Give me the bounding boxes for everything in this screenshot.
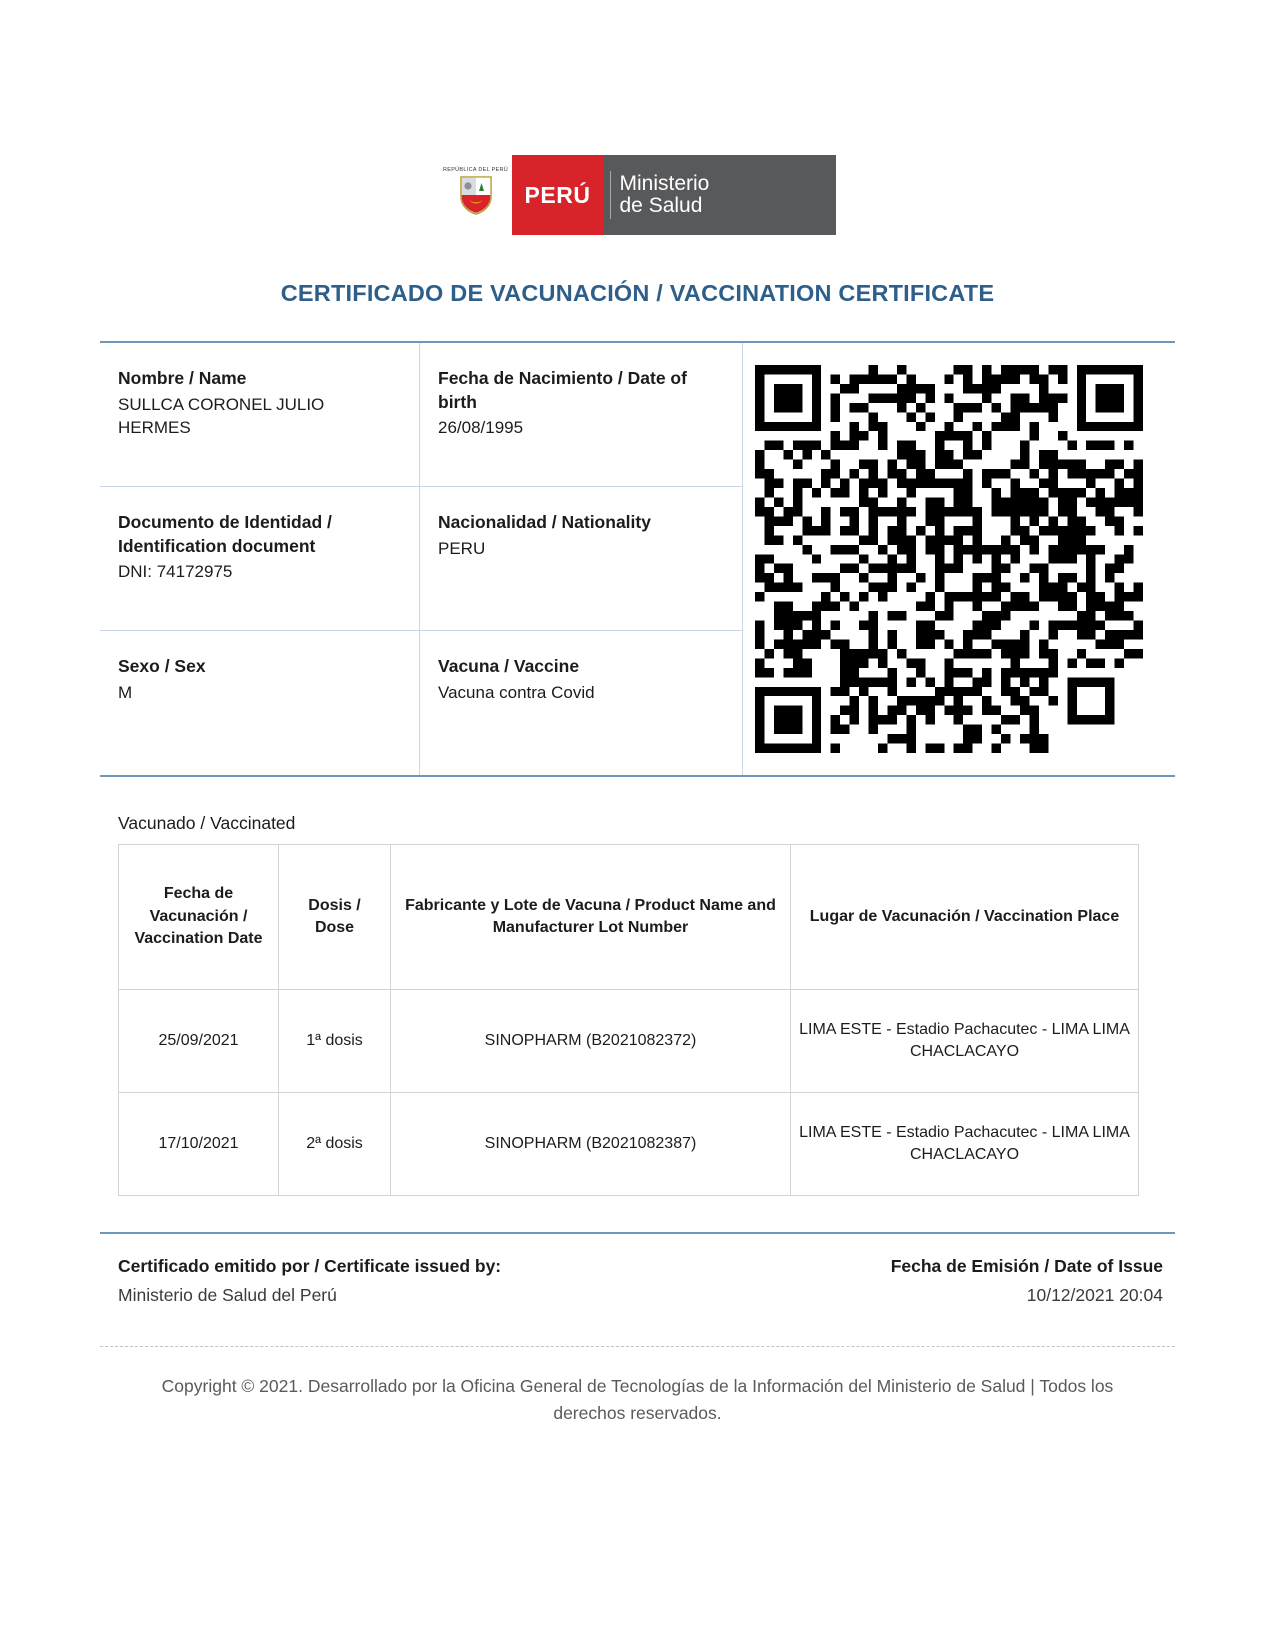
page-title: CERTIFICADO DE VACUNACIÓN / VACCINATION CERTIFICATE xyxy=(280,280,995,306)
column-header-product: Fabricante y Lote de Vacuna / Product Name and Manufacturer Lot Number xyxy=(391,845,791,990)
field-vaccine xyxy=(420,631,743,775)
field-sex xyxy=(100,631,420,775)
shield-icon xyxy=(459,175,493,215)
field-identification-label: Documento de Identidad / Identification document xyxy=(118,512,332,556)
cell-date: 25/09/2021 xyxy=(119,990,279,1093)
holder-info-grid xyxy=(100,341,1175,777)
coat-of-arms-caption: REPÚBLICA DEL PERÚ xyxy=(442,166,509,174)
field-identification-value: DNI: 74172975 xyxy=(118,562,233,582)
field-vaccine-value: Vacuna contra Covid xyxy=(438,682,595,702)
cell-date: 17/10/2021 xyxy=(119,1093,279,1196)
table-row xyxy=(119,1093,1139,1196)
field-name xyxy=(100,343,420,487)
logo-ministry-line1: Ministerio xyxy=(619,171,710,195)
logo-country-label: PERÚ xyxy=(512,155,604,235)
column-header-place: Lugar de Vacunación / Vaccination Place xyxy=(791,845,1139,990)
field-dob-label: Fecha de Nacimiento / Date of birth xyxy=(438,368,687,412)
field-identification xyxy=(100,487,420,631)
footer-divider xyxy=(100,1346,1175,1347)
field-dob-value: 26/08/1995 xyxy=(438,418,524,438)
field-name-label: Nombre / Name xyxy=(118,368,247,388)
cell-place: LIMA ESTE - Estadio Pachacutec - LIMA LIMA CHACLACAYO xyxy=(791,990,1139,1093)
footer-copyright: Copyright © 2021. Desarrollado por la Oficina General de Tecnologías de la Información del Ministerio de Salud | Todos los derechos reservados. xyxy=(161,1376,1114,1424)
header-logo xyxy=(100,0,1175,235)
issued-by-label: Certificado emitido por / Certificate issued by: xyxy=(118,1256,502,1276)
field-name-value: SULLCA CORONEL JULIO HERMES xyxy=(118,394,325,437)
issued-by-value: Ministerio de Salud del Perú xyxy=(118,1285,337,1305)
field-nationality-label: Nacionalidad / Nationality xyxy=(438,512,651,532)
issue-date-value: 10/12/2021 20:04 xyxy=(1026,1285,1163,1305)
issue-date-label: Fecha de Emisión / Date of Issue xyxy=(890,1256,1163,1276)
column-header-date: Fecha de Vacunación / Vaccination Date xyxy=(119,845,279,990)
column-header-dose: Dosis / Dose xyxy=(279,845,391,990)
cell-dose: 2ª dosis xyxy=(279,1093,391,1196)
vaccinated-section-label: Vacunado / Vaccinated xyxy=(118,813,296,833)
vaccination-table xyxy=(118,844,1139,1196)
cell-product: SINOPHARM (B2021082387) xyxy=(391,1093,791,1196)
cell-dose: 1ª dosis xyxy=(279,990,391,1093)
peru-coat-of-arms xyxy=(440,155,512,235)
cell-place: LIMA ESTE - Estadio Pachacutec - LIMA LIMA CHACLACAYO xyxy=(791,1093,1139,1196)
qr-code-icon xyxy=(755,365,1143,753)
field-dob xyxy=(420,343,743,487)
field-nationality xyxy=(420,487,743,631)
cell-product: SINOPHARM (B2021082372) xyxy=(391,990,791,1093)
logo-ministry-line2: de Salud xyxy=(619,194,703,217)
issuer-section xyxy=(100,1232,1175,1306)
table-row xyxy=(119,990,1139,1093)
field-sex-label: Sexo / Sex xyxy=(118,656,206,676)
field-sex-value: M xyxy=(118,682,133,702)
field-vaccine-label: Vacuna / Vaccine xyxy=(438,656,580,676)
qr-code-container xyxy=(743,343,1155,775)
field-nationality-value: PERU xyxy=(438,538,486,558)
table-header-row xyxy=(119,845,1139,990)
logo-ministry xyxy=(604,155,836,235)
